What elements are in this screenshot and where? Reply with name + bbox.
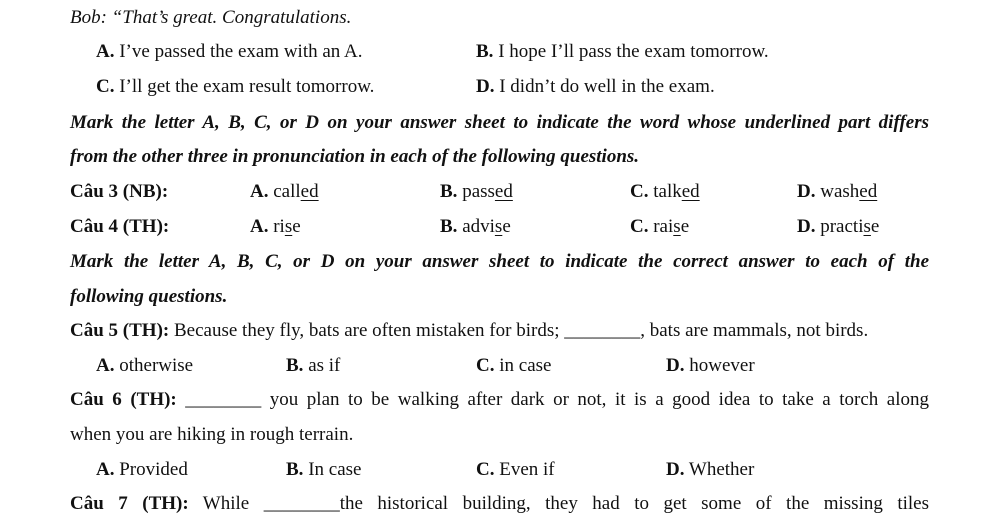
option-letter: D.: [476, 76, 495, 97]
q4-option-c: [630, 216, 689, 238]
q5-option-b: [286, 355, 340, 377]
underlined-part: s: [863, 216, 871, 237]
underlined-part: ed: [681, 181, 700, 202]
q6-option-a: [96, 459, 188, 481]
option-letter: B.: [440, 181, 458, 202]
underlined-part: s: [284, 216, 293, 237]
q6-option-b: [286, 459, 361, 481]
q5-label: Câu 5 (TH):: [70, 320, 170, 341]
option-letter: C.: [630, 216, 649, 237]
option-letter: A.: [96, 355, 115, 376]
q6-option-c: [476, 459, 555, 481]
dialogue-option-a: [96, 41, 362, 63]
option-letter: B.: [286, 459, 304, 480]
underlined-part: ed: [494, 181, 513, 202]
option-letter: A.: [250, 216, 269, 237]
word-pre: advi: [462, 216, 495, 237]
option-letter: D.: [666, 355, 685, 376]
option-text: as if: [308, 355, 341, 376]
word-post: e: [502, 216, 511, 237]
option-letter: D.: [666, 459, 685, 480]
instruction-correct-line1: Mark the letter A, B, C, or D on your answer sheet to indicate the correct answer to each of the: [70, 251, 929, 272]
option-text: otherwise: [119, 355, 194, 376]
option-letter: D.: [797, 181, 816, 202]
word-pre: talk: [653, 181, 682, 202]
q4-option-b: [440, 216, 511, 238]
dialogue-option-d: [476, 76, 715, 98]
underlined-part: ed: [300, 181, 319, 202]
option-letter: A.: [250, 181, 269, 202]
option-text: Even if: [499, 459, 555, 480]
option-text: In case: [308, 459, 362, 480]
q5-option-c: [476, 355, 551, 377]
q5-option-a: [96, 355, 193, 377]
q4-option-a: [250, 216, 301, 238]
word-post: e: [870, 216, 880, 237]
q3-label: Câu 3 (NB):: [70, 181, 169, 202]
q5-stem: [70, 320, 868, 342]
word-post: e: [292, 216, 301, 237]
option-text: Provided: [119, 459, 188, 480]
option-text: I’ve passed the exam with an A.: [119, 41, 363, 62]
q7-stem: [70, 493, 929, 515]
option-letter: C.: [476, 355, 495, 376]
q3-option-b: [440, 181, 513, 203]
option-letter: B.: [286, 355, 304, 376]
q7-label: Câu 7 (TH):: [70, 493, 189, 514]
q4-option-d: [797, 216, 879, 238]
q6-text: ________ you plan to be walking after dark or not, it is a good idea to take a torch along: [176, 389, 929, 410]
q6-label: Câu 6 (TH):: [70, 389, 177, 410]
dialogue-option-c: [96, 76, 374, 98]
word-pre: call: [273, 181, 301, 202]
option-text: however: [689, 355, 755, 376]
option-letter: A.: [96, 41, 115, 62]
option-text: in case: [499, 355, 552, 376]
dialogue-option-b: [476, 41, 769, 63]
word-post: e: [680, 216, 690, 237]
option-letter: C.: [476, 459, 495, 480]
word-pre: pass: [462, 181, 495, 202]
underlined-part: ed: [859, 181, 878, 202]
option-text: I hope I’ll pass the exam tomorrow.: [498, 41, 769, 62]
q3-option-c: [630, 181, 700, 203]
instruction-pronunciation-line1: Mark the letter A, B, C, or D on your answer sheet to indicate the word whose underlined part differs: [70, 112, 929, 133]
q3-option-a: [250, 181, 319, 203]
option-letter: C.: [96, 76, 115, 97]
instruction-correct-line2: following questions.: [70, 286, 228, 307]
q6-stem: [70, 389, 929, 411]
q6-stem-line2: when you are hiking in rough terrain.: [70, 424, 354, 445]
underlined-part: s: [494, 216, 503, 237]
option-letter: A.: [96, 459, 115, 480]
option-letter: B.: [440, 216, 458, 237]
word-pre: practi: [820, 216, 864, 237]
option-letter: D.: [797, 216, 816, 237]
underlined-part: s: [673, 216, 681, 237]
q5-option-d: [666, 355, 755, 377]
option-text: Whether: [688, 459, 755, 480]
dialogue-line: Bob: “That’s great. Congratulations.: [70, 7, 352, 28]
q4-label: Câu 4 (TH):: [70, 216, 170, 237]
option-text: I didn’t do well in the exam.: [499, 76, 715, 97]
option-letter: C.: [630, 181, 649, 202]
q3-option-d: [797, 181, 877, 203]
q7-text: While ________the historical building, they had to get some of the missing tiles: [188, 493, 929, 514]
q5-text: Because they fly, bats are often mistaken for birds; ________, bats are mammals, not birds.: [169, 320, 869, 341]
word-pre: wash: [820, 181, 860, 202]
option-letter: B.: [476, 41, 494, 62]
instruction-pronunciation-line2: from the other three in pronunciation in each of the following questions.: [70, 146, 640, 167]
option-text: I’ll get the exam result tomorrow.: [119, 76, 375, 97]
word-pre: rai: [653, 216, 674, 237]
q6-option-d: [666, 459, 754, 481]
word-pre: ri: [273, 216, 285, 237]
